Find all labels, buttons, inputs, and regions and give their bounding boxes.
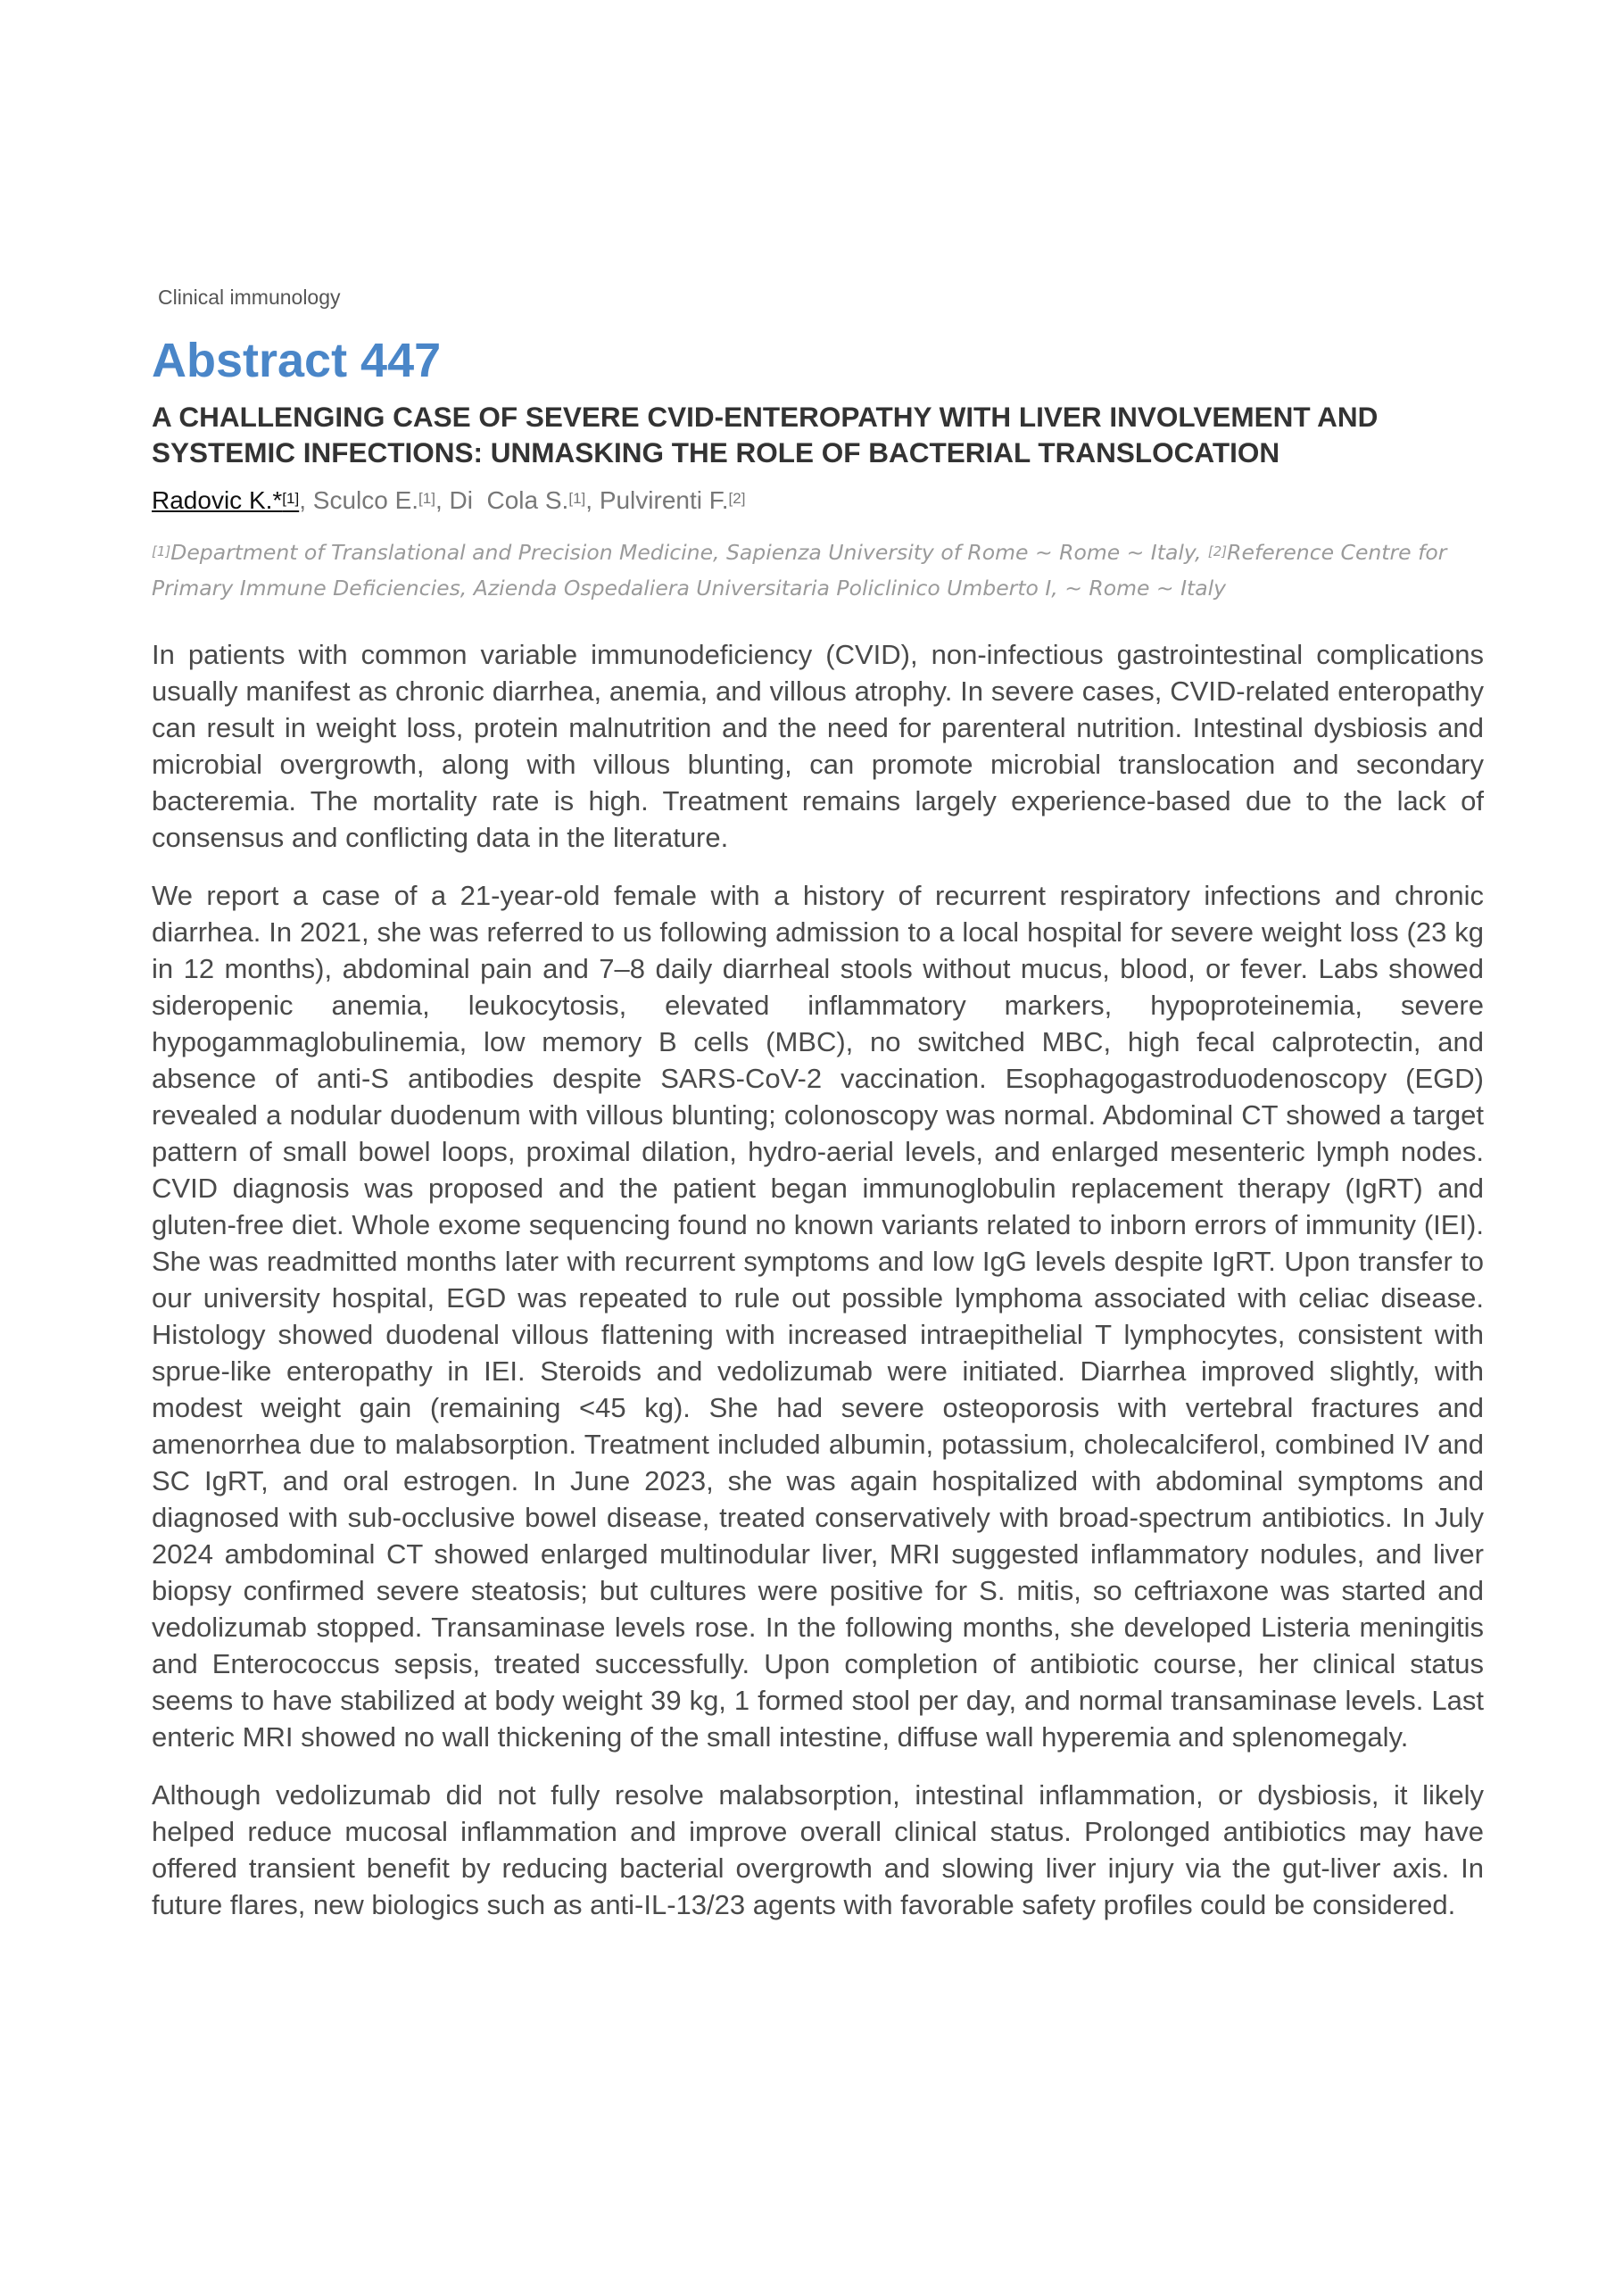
affiliations: [152, 535, 1484, 606]
affiliation-line: Primary Immune Deficiencies, Azienda Ospedaliera Universitaria Policlinico Umberto I, ~ Rome ~ Italy: [152, 576, 1227, 601]
abstract-title: [152, 399, 1484, 470]
author-name: Pulvirenti F.: [599, 486, 729, 514]
author-separator: ,: [435, 486, 450, 514]
author-affiliation-marker: [1]: [568, 490, 586, 507]
author-affiliation-marker: [2]: [728, 490, 746, 507]
author-name: Sculco E.: [312, 486, 419, 514]
author-name: Radovic K.*: [152, 486, 283, 514]
affiliation-marker: [2]: [1207, 543, 1228, 559]
affiliation-text: Reference Centre for: [1227, 540, 1447, 565]
author-separator: ,: [299, 486, 313, 514]
abstract-number: Abstract 447: [152, 334, 442, 387]
author-affiliation-marker: [1]: [282, 490, 300, 507]
body-paragraph-conclusion: Although vedolizumab did not fully resolve malabsorption, intestinal inflammation, or dysbiosis, it likely helped reduce mucosal inflammation and improve overall clinical status. Prolonged antibiotics may have offered transient benefit by reducing bacterial overgrowth and slowing liver injury via the gut-liver axis. In future flares, new biologics such as anti-IL-13/23 agents with favorable safety profiles could be considered.: [152, 1779, 1484, 1920]
affiliation-text: Department of Translational and Precision Medicine, Sapienza University of Rome ~ Rome ~ Italy,: [170, 540, 1208, 565]
author-presenter: [152, 486, 299, 514]
category-label: Clinical immunology: [158, 286, 341, 309]
body-paragraph-background: In patients with common variable immunodeficiency (CVID), non-infectious gastrointestinal complications usually manifest as chronic diarrhea, anemia, and villous atrophy. In severe cases, CVID-related enteropathy can result in weight loss, protein malnutrition and the need for parenteral nutrition. Intestinal dysbiosis and microbial overgrowth, along with villous blunting, can promote microbial translocation and secondary bacteremia. The mortality rate is high. Treatment remains largely experience-based due to the lack of consensus and conflicting data in the literature.: [152, 639, 1484, 853]
author-affiliation-marker: [1]: [418, 490, 435, 507]
author-name: Di Cola S.: [449, 486, 569, 514]
affiliation-line: [152, 535, 1484, 570]
abstract-title-line: A CHALLENGING CASE OF SEVERE CVID-ENTEROPATHY WITH LIVER INVOLVEMENT AND: [152, 401, 1379, 433]
abstract-page: [152, 286, 1484, 1944]
author-list: [152, 485, 1484, 517]
body-paragraph-case-report: We report a case of a 21-year-old female with a history of recurrent respiratory infections and chronic diarrhea. In 2021, she was referred to us following admission to a local hospital for severe weight loss (23 kg in 12 months), abdominal pain and 7–8 daily diarrheal stools without mucus, blood, or fever. Labs showed sideropenic anemia, leukocytosis, elevated inflammatory markers, hypoproteinemia, severe hypogammaglobulinemia, low memory B cells (MBC), no switched MBC, high fecal calprotectin, and absence of anti-S antibodies despite SARS-CoV-2 vaccination. Esophagogastroduodenoscopy (EGD) revealed a nodular duodenum with villous blunting; colonoscopy was normal. Abdominal CT showed a target pattern of small bowel loops, proximal dilation, hydro-aerial levels, and enlarged mesenteric lymph nodes. CVID diagnosis was proposed and the patient began immunoglobulin replacement therapy (IgRT) and gluten-free diet. Whole exome sequencing found no known variants related to inborn errors of immunity (IEI). She was readmitted months later with recurrent symptoms and low IgG levels despite IgRT. Upon transfer to our university hospital, EGD was repeated to rule out possible lymphoma associated with celiac disease. Histology showed duodenal villous flattening with increased intraepithelial T lymphocytes, consistent with sprue-like enteropathy in IEI. Steroids and vedolizumab were initiated. Diarrhea improved slightly, with modest weight gain (remaining <45 kg). She had severe osteoporosis with vertebral fractures and amenorrhea due to malabsorption. Treatment included albumin, potassium, cholecalciferol, combined IV and SC IgRT, and oral estrogen. In June 2023, she was again hospitalized with abdominal symptoms and diagnosed with sub-occlusive bowel disease, treated conservatively with broad-spectrum antibiotics. In July 2024 ambdominal CT showed enlarged multinodular liver, MRI suggested inflammatory nodules, and liver biopsy confirmed severe steatosis; but cultures were positive for S. mitis, so ceftriaxone was started and vedolizumab stopped. Transaminase levels rose. In the following months, she developed Listeria meningitis and Enterococcus sepsis, treated successfully. Upon completion of antibiotic course, her clinical status seems to have stabilized at body weight 39 kg, 1 formed stool per day, and normal transaminase levels. Last enteric MRI showed no wall thickening of the small intestine, diffuse wall hyperemia and splenomegaly.: [152, 880, 1484, 1753]
abstract-title-line: SYSTEMIC INFECTIONS: UNMASKING THE ROLE OF BACTERIAL TRANSLOCATION: [152, 436, 1280, 468]
author-separator: ,: [585, 486, 600, 514]
affiliation-marker: [1]: [152, 543, 171, 559]
